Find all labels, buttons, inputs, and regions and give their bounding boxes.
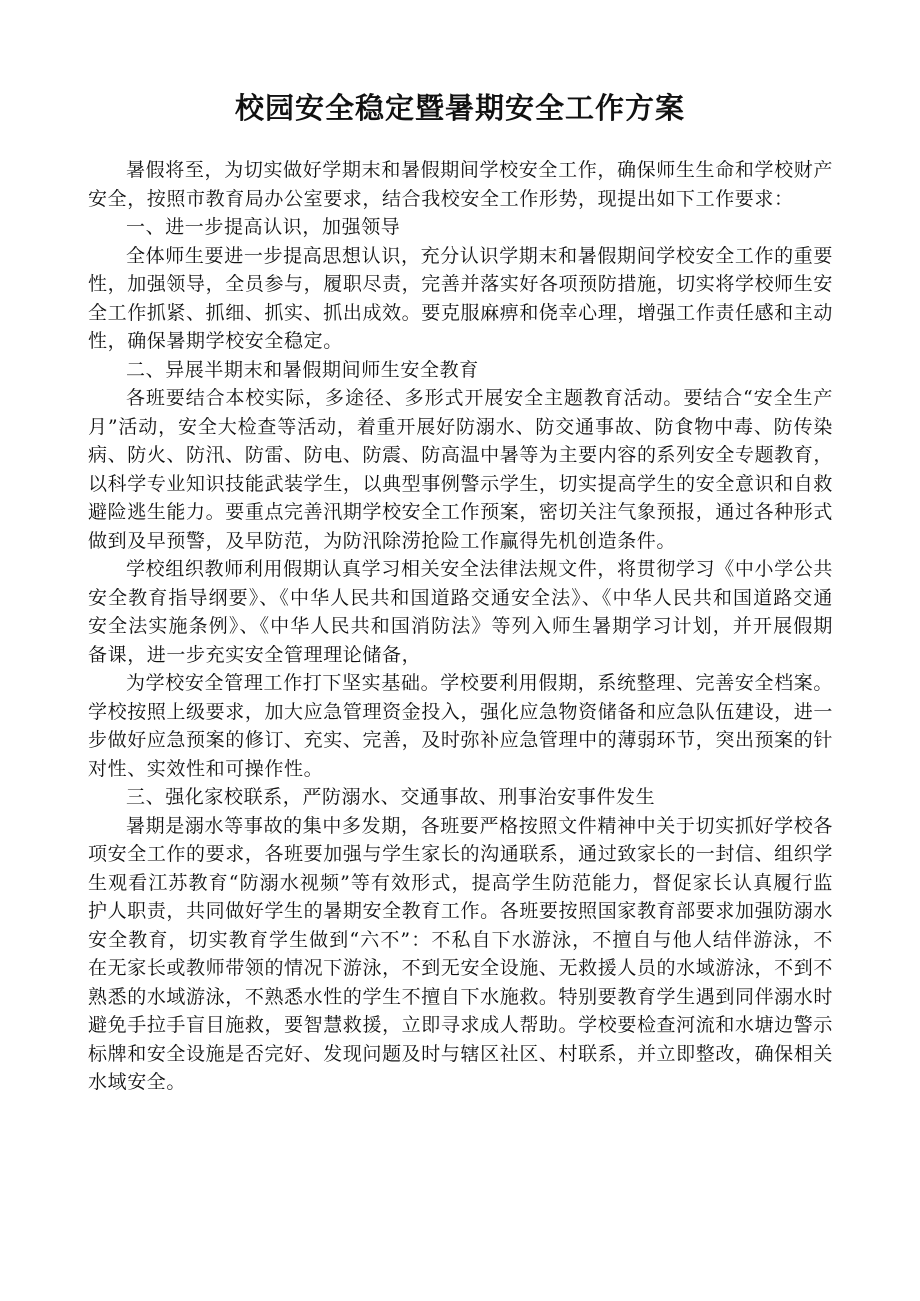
paragraph-section-2-c: 为学校安全管理工作打下坚实基础。学校要利用假期，系统整理、完善安全档案。学校按照上级要求，加大应急管理资金投入，强化应急物资储备和应急队伍建设，进一步做好应急预案的修订、充实、完善，及时弥补应急管理中的薄弱环节，突出预案的针对性、实效性和可操作性。 xyxy=(88,672,833,780)
document-body xyxy=(88,156,833,1097)
section-heading-3: 三、强化家校联系，严防溺水、交通事故、刑事治安事件发生 xyxy=(126,786,656,808)
paragraph-section-3: 暑期是溺水等事故的集中多发期，各班要严格按照文件精神中关于切实抓好学校各项安全工作的要求，各班要加强与学生家长的沟通联系，通过致家长的一封信、组织学生观看江苏教育“防溺水视频”等有效形式，提高学生防范能力，督促家长认真履行监护人职责，共同做好学生的暑期安全教育工作。各班要按照国家教育部要求加强防溺水安全教育，切实教育学生做到“六不”：不私自下水游泳，不擅自与他人结伴游泳，不在无家长或教师带领的情况下游泳，不到无安全设施、无救援人员的水域游泳，不到不熟悉的水域游泳，不熟悉水性的学生不擅自下水施救。特别要教育学生遇到同伴溺水时避免手拉手盲目施救，要智慧救援，立即寻求成人帮助。学校要检查河流和水塘边警示标牌和安全设施是否完好、发现问题及时与辖区社区、村联系，并立即整改，确保相关水域安全。 xyxy=(88,814,833,1093)
section-heading-2: 二、异展半期末和暑假期间师生安全教育 xyxy=(126,358,479,381)
paragraph-section-2-a: 各班要结合本校实际，多途径、多形式开展安全主题教育活动。要结合“安全生产月”活动，安全大检查等活动，着重开展好防溺水、防交通事故、防食物中毒、防传染病、防火、防汛、防雷、防电、防震、防高温中暑等为主要内容的系列安全专题教育，以科学专业知识技能武装学生，以典型事例警示学生，切实提高学生的安全意识和自救避险逃生能力。要重点完善汛期学校安全工作预案，密切关注气象预报，通过各种形式做到及早预警，及早防范，为防汛除涝抢险工作赢得先机创造条件。 xyxy=(88,387,833,552)
paragraph-section-1: 全体师生要进一步提高思想认识，充分认识学期末和暑假期间学校安全工作的重要性，加强领导，全员参与，履职尽责，完善并落实好各项预防措施，切实将学校师生安全工作抓紧、抓细、抓实、抓出成效。要克服麻痹和侥幸心理，增强工作责任感和主动性，确保暑期学校安全稳定。 xyxy=(88,244,833,352)
document-title: 校园安全稳定暨暑期安全工作方案 xyxy=(234,91,685,125)
section-heading-1: 一、进一步提高认识，加强领导 xyxy=(126,216,401,238)
paragraph-section-2-b: 学校组织教师利用假期认真学习相关安全法律法规文件，将贯彻学习《中小学公共安全教育指导纲要》、《中华人民共和国道路交通安全法》、《中华人民共和国道路交通安全法实施条例》、《中华人民共和国消防法》等列入师生暑期学习计划，并开展假期备课，进一步充实安全管理理论储备， xyxy=(88,558,833,666)
paragraph-intro: 暑假将至，为切实做好学期末和暑假期间学校安全工作，确保师生生命和学校财产安全，按照市教育局办公室要求，结合我校安全工作形势，现提出如下工作要求： xyxy=(88,159,833,210)
